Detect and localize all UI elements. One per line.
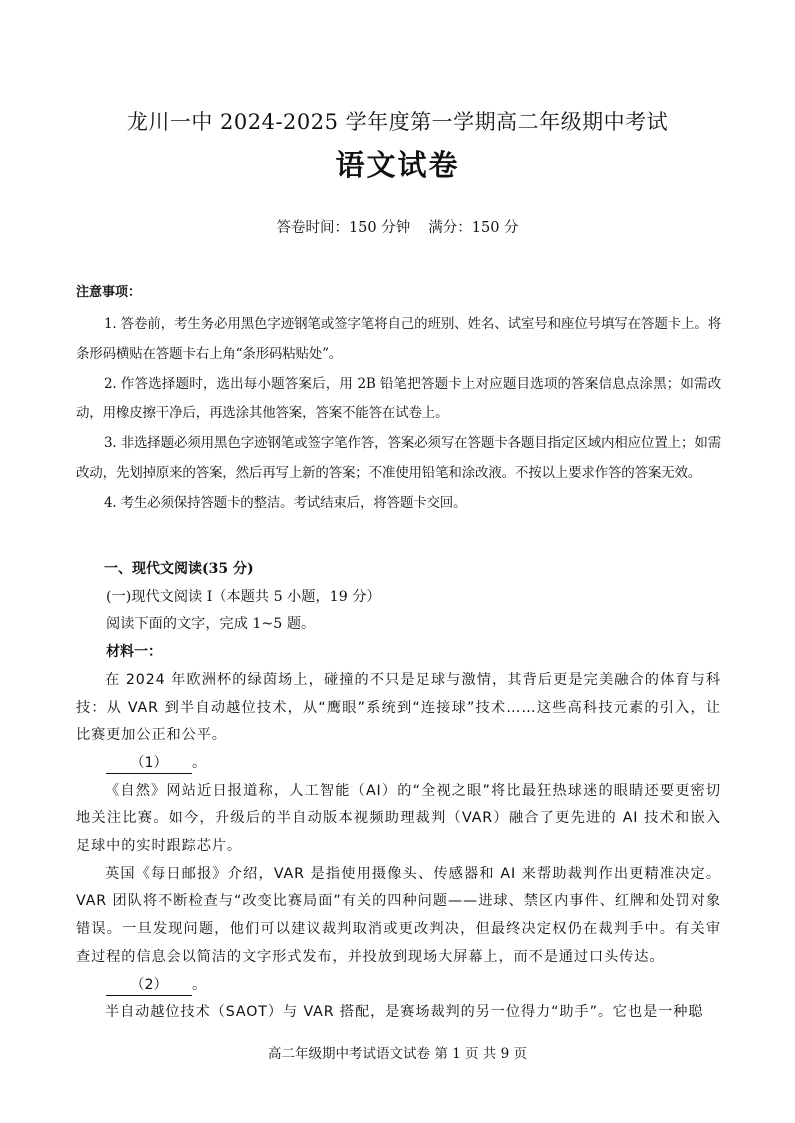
reading-section [76, 556, 721, 1027]
sub-heading: (一)现代文阅读 I（本题共 5 小题，19 分） [106, 588, 381, 605]
material-label: 材料一： [106, 644, 162, 661]
fill-blank-2 [76, 972, 721, 1000]
notice-item: 2. 作答选择题时，选出每小题答案后，用 2B 铅笔把答题卡上对应题目选项的答案信息点涂黑；如需改动，用橡皮擦干净后，再选涂其他答案，答案不能答在试卷上。 [76, 375, 721, 422]
exam-subject-title: 语文试卷 [335, 148, 460, 182]
blank-underline: （1） [106, 753, 192, 774]
notice-section [76, 280, 721, 519]
exam-title: 龙川一中 2024-2025 学年度第一学期高二年级期中考试 [126, 110, 669, 134]
notice-item: 4. 考生必须保持答题卡的整洁。考试结束后，将答题卡交回。 [104, 494, 467, 511]
paragraph: 半自动越位技术（SAOT）与 VAR 搭配，是赛场裁判的另一位得力“助手”。它也是一种聪 [105, 1004, 704, 1021]
fill-blank-1 [76, 750, 721, 778]
paragraph: 在 2024 年欧洲杯的绿茵场上，碰撞的不只是足球与激情，其背后更是完美融合的体育与科技：从 VAR 到半自动越位技术，从“鹰眼”系统到“连接球”技术……这些高科技元素的引入，让比赛更加公正和公平。 [76, 671, 721, 744]
blank-underline: （2） [106, 975, 192, 996]
section-heading-score: (35 分) [202, 561, 254, 577]
blank-period: 。 [192, 754, 207, 771]
blank-period: 。 [192, 976, 207, 993]
notice-item: 3. 非选择题必须用黑色字迹钢笔或签字笔作答，答案必须写在答题卡各题目指定区域内相应位置上；如需改动，先划掉原来的答案，然后再写上新的答案；不准使用铅笔和涂改液。不按以上要求作答的答案无效。 [76, 435, 721, 481]
notice-title: 注意事项： [76, 285, 142, 300]
notice-item: 1. 答卷前，考生务必用黑色字迹钢笔或签字笔将自己的班别、姓名、试室号和座位号填写在答题卡上。将条形码横贴在答题卡右上角“条形码粘贴处”。 [76, 316, 721, 362]
section-heading [76, 556, 721, 584]
page-footer: 高二年级期中考试语文试卷 第 1 页 共 9 页 [268, 1046, 527, 1062]
exam-time: 答卷时间：150 分钟 [276, 220, 411, 236]
paragraph: 《自然》网站近日报道称，人工智能（AI）的“全视之眼”将比最狂热球迷的眼睛还要更密切地关注比赛。如今，升级后的半自动版本视频助理裁判（VAR）融合了更先进的 AI 技术和嵌入足球中的实时跟踪芯片。 [76, 782, 721, 855]
exam-info [0, 216, 795, 237]
section-heading-text: 一、现代文阅读 [104, 561, 202, 577]
exam-score: 满分：150 分 [428, 220, 519, 236]
reading-instruction: 阅读下面的文字，完成 1~5 题。 [106, 616, 316, 633]
paragraph: 英国《每日邮报》介绍，VAR 是指使用摄像头、传感器和 AI 来帮助裁判作出更精准决定。VAR 团队将不断检查与“改变比赛局面”有关的四种问题——进球、禁区内事件、红牌和处罚对象错误。一旦发现问题，他们可以建议裁判取消或更改判决，但最终决定权仍在裁判手中。有关审查过程的信息会以简洁的文字形式发布，并投放到现场大屏幕上，而不是通过口头传达。 [76, 865, 721, 965]
